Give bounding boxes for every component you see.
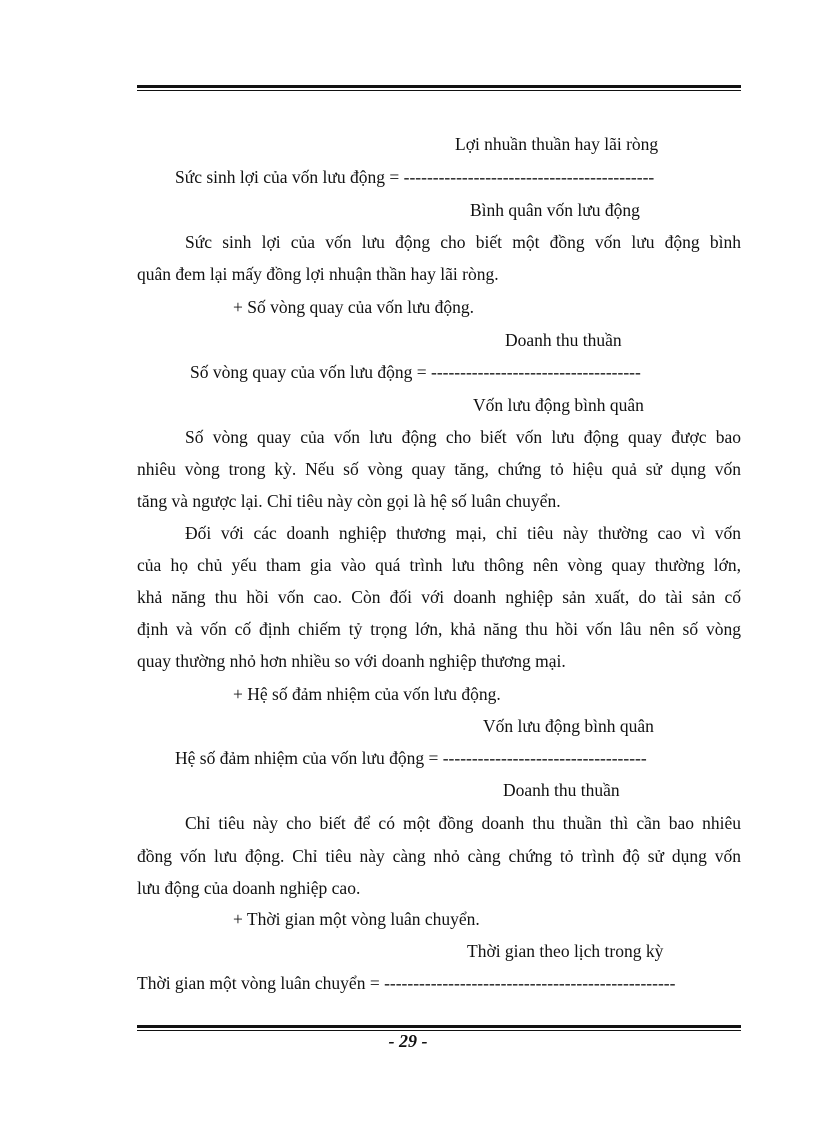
section-heading: + Hệ số đảm nhiệm của vốn lưu động. — [233, 684, 501, 704]
header-rule — [137, 85, 741, 91]
formula-denominator: Doanh thu thuần — [503, 780, 620, 800]
formula-numerator: Vốn lưu động bình quân — [483, 716, 654, 736]
paragraph-line: quay thường nhỏ hơn nhiều so với doanh nghiệp thương mại. — [137, 651, 566, 671]
paragraph-line: định và vốn cố định chiếm tỷ trọng lớn, khả năng thu hồi vốn lâu nên số vòng — [137, 619, 741, 639]
formula-numerator: Thời gian theo lịch trong kỳ — [467, 941, 664, 961]
paragraph-line: tăng và ngược lại. Chỉ tiêu này còn gọi là hệ số luân chuyển. — [137, 491, 561, 511]
paragraph-line: Chỉ tiêu này cho biết để có một đồng doanh thu thuần thì cần bao nhiêu — [185, 813, 741, 833]
section-heading: + Số vòng quay của vốn lưu động. — [233, 297, 475, 317]
paragraph-line: Số vòng quay của vốn lưu động cho biết vốn lưu động quay được bao — [185, 427, 741, 447]
paragraph-line: lưu động của doanh nghiệp cao. — [137, 878, 361, 898]
formula-label: Sức sinh lợi của vốn lưu động = ------------------------------------------- — [175, 167, 655, 187]
page-number: - 29 - — [388, 1031, 428, 1051]
formula-label: Thời gian một vòng luân chuyển = -------------------------------------------------- — [137, 973, 676, 993]
paragraph-line: đồng vốn lưu động. Chỉ tiêu này càng nhỏ càng chứng tỏ trình độ sử dụng vốn — [137, 846, 741, 866]
formula-denominator: Vốn lưu động bình quân — [473, 395, 644, 415]
paragraph-line: Sức sinh lợi của vốn lưu động cho biết một đồng vốn lưu động bình — [185, 232, 741, 252]
paragraph-line: của họ chủ yếu tham gia vào quá trình lưu thông nên vòng quay thường lớn, — [137, 555, 741, 575]
formula-denominator: Bình quân vốn lưu động — [470, 200, 640, 220]
formula-numerator: Doanh thu thuần — [505, 330, 622, 350]
formula-label: Hệ số đảm nhiệm của vốn lưu động = ----------------------------------- — [175, 748, 647, 768]
paragraph-line: Đối với các doanh nghiệp thương mại, chỉ tiêu này thường cao vì vốn — [185, 523, 741, 543]
formula-numerator: Lợi nhuần thuần hay lãi ròng — [455, 134, 659, 154]
paragraph-line: khả năng thu hồi vốn cao. Còn đối với doanh nghiệp sản xuất, do tài sản cố — [137, 587, 741, 607]
section-heading: + Thời gian một vòng luân chuyển. — [233, 909, 480, 929]
paragraph-line: quân đem lại mấy đồng lợi nhuận thần hay lãi ròng. — [137, 264, 499, 284]
formula-label: Số vòng quay của vốn lưu động = ------------------------------------ — [190, 362, 641, 382]
paragraph-line: nhiêu vòng trong kỳ. Nếu số vòng quay tăng, chứng tỏ hiệu quả sử dụng vốn — [137, 459, 741, 479]
